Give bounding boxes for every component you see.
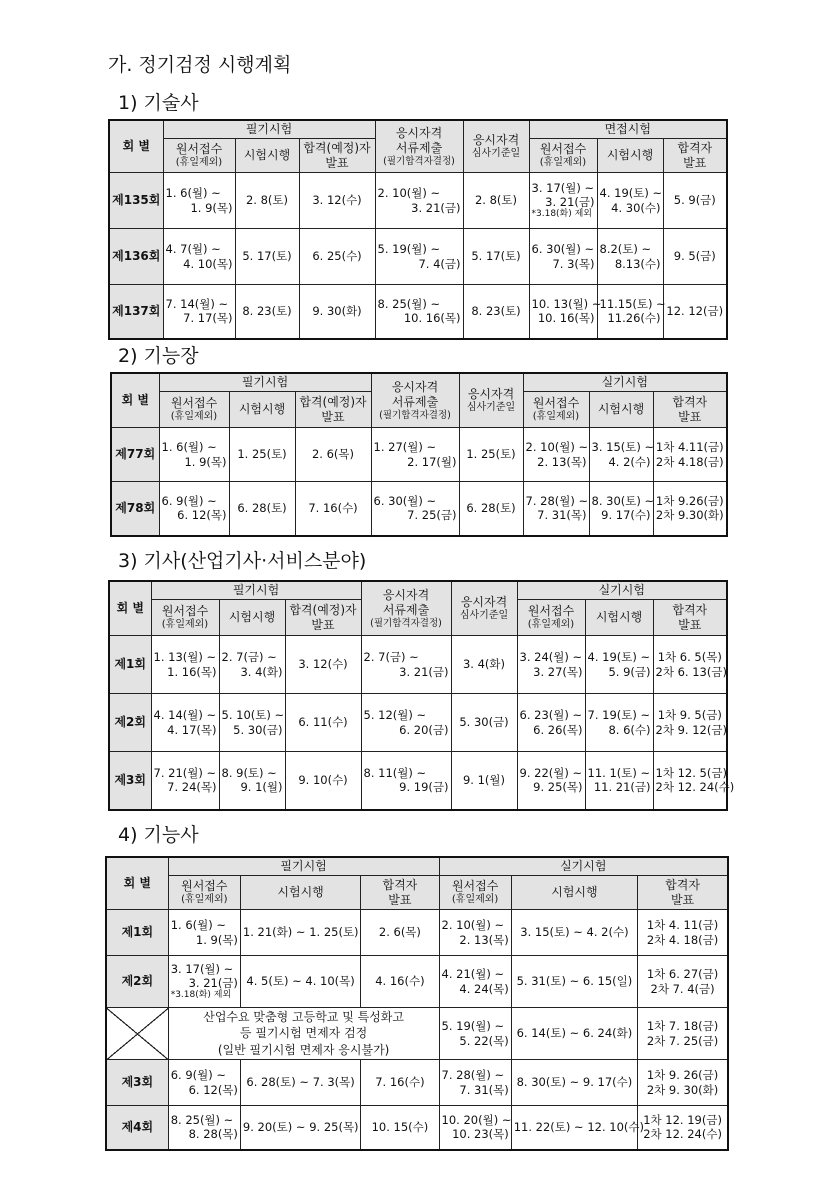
round-cell: 제3회 bbox=[106, 1060, 168, 1106]
header-exam: 시험시행 bbox=[235, 139, 299, 173]
header-app: 원서접수 (휴일제외) bbox=[159, 392, 229, 428]
std-date: 3. 4(화) bbox=[451, 636, 517, 694]
pass-date: 9. 30(화) bbox=[299, 285, 375, 339]
header-interview-exam: 시험시행 bbox=[597, 139, 663, 173]
practical-pass-dates: 1차 9. 5(금) 2차 9. 12(금) bbox=[653, 694, 727, 752]
header-pass-pre: 합격(예정)자 발표 bbox=[285, 600, 361, 636]
section-title-engineer-pe: 1) 기술사 bbox=[118, 92, 199, 114]
doc-period: 8. 25(월) ~ 10. 16(목) bbox=[375, 285, 463, 339]
practical-pass-dates: 1차 6. 27(금) 2차 7. 4(금) bbox=[638, 956, 728, 1008]
table-row bbox=[109, 173, 727, 229]
practical-exam-period: 8. 30(토) ~ 9. 17(수) bbox=[511, 1060, 637, 1106]
pass-date: 6. 11(수) bbox=[285, 694, 361, 752]
round-cell: 제3회 bbox=[109, 752, 151, 810]
header-practical: 실기시험 bbox=[517, 581, 727, 600]
practical-pass-dates: 1차 4. 11(금) 2차 4. 18(금) bbox=[638, 910, 728, 956]
header-qual-doc: 응시자격 서류제출 (필기합격자결정) bbox=[371, 373, 459, 428]
practical-pass-dates: 1차 12. 5(금) 2차 12. 24(수) bbox=[653, 752, 727, 810]
header-written: 필기시험 bbox=[163, 120, 375, 139]
practical-pass-dates: 1차 9. 26(금) 2차 9. 30(화) bbox=[638, 1060, 728, 1106]
header-practical-exam: 시험시행 bbox=[589, 392, 653, 428]
practical-app-period: 5. 19(월) ~ 5. 22(목) bbox=[439, 1008, 511, 1060]
round-cell: 제136회 bbox=[109, 229, 163, 285]
app-period: 1. 13(월) ~ 1. 16(목) bbox=[151, 636, 219, 694]
app-period: 7. 14(월) ~ 7. 17(목) bbox=[163, 285, 235, 339]
practical-exam-period: 4. 19(토) ~ 5. 9(금) bbox=[585, 636, 653, 694]
header-app: 원서접수 (휴일제외) bbox=[151, 600, 219, 636]
practical-exam-period: 6. 14(토) ~ 6. 24(화) bbox=[511, 1008, 637, 1060]
exemption-note: 산업수요 맞춤형 고등학교 및 특성화고 등 필기시험 면제자 검정 (일반 필기시험 면제자 응시불가) bbox=[168, 1008, 439, 1060]
pass-date: 4. 16(수) bbox=[361, 956, 439, 1008]
header-written: 필기시험 bbox=[159, 373, 371, 392]
header-round: 회 별 bbox=[109, 581, 151, 636]
practical-exam-period: 3. 15(토) ~ 4. 2(수) bbox=[511, 910, 637, 956]
header-practical-app: 원서접수 (휴일제외) bbox=[517, 600, 585, 636]
header-qual-std: 응시자격 심사기준일 bbox=[463, 120, 529, 173]
exam-period: 5. 10(토) ~ 5. 30(금) bbox=[219, 694, 285, 752]
doc-period: 6. 30(월) ~ 7. 25(금) bbox=[371, 482, 459, 536]
header-interview: 면접시험 bbox=[529, 120, 727, 139]
practical-pass-dates: 1차 7. 18(금) 2차 7. 25(금) bbox=[638, 1008, 728, 1060]
round-cell: 제78회 bbox=[111, 482, 159, 536]
table-row bbox=[111, 428, 727, 482]
std-date: 2. 8(토) bbox=[463, 173, 529, 229]
practical-pass-dates: 1차 12. 19(금) 2차 12. 24(수) bbox=[638, 1106, 728, 1150]
header-exam: 시험시행 bbox=[240, 876, 360, 910]
header-written: 필기시험 bbox=[151, 581, 361, 600]
exam-date: 6. 28(토) bbox=[229, 482, 295, 536]
std-date: 1. 25(토) bbox=[459, 428, 523, 482]
header-practical: 실기시험 bbox=[439, 857, 728, 876]
crossed-out-cell bbox=[106, 1008, 168, 1060]
table-row bbox=[106, 910, 728, 956]
practical-exam-period: 5. 31(토) ~ 6. 15(일) bbox=[511, 956, 637, 1008]
round-cell: 제1회 bbox=[106, 910, 168, 956]
exam-period: 2. 7(금) ~ 3. 4(화) bbox=[219, 636, 285, 694]
header-qual-std: 응시자격 심사기준일 bbox=[451, 581, 517, 636]
practical-pass-dates: 1차 6. 5(목) 2차 6. 13(금) bbox=[653, 636, 727, 694]
practical-app-period: 7. 28(월) ~ 7. 31(목) bbox=[439, 1060, 511, 1106]
app-period: 6. 9(월) ~ 6. 12(목) bbox=[168, 1060, 240, 1106]
schedule-table-master-craftsman bbox=[110, 372, 728, 537]
exam-period: 4. 5(토) ~ 4. 10(목) bbox=[240, 956, 360, 1008]
exam-date: 1. 25(토) bbox=[229, 428, 295, 482]
interview-pass-date: 9. 5(금) bbox=[663, 229, 727, 285]
round-cell: 제4회 bbox=[106, 1106, 168, 1150]
table-row bbox=[111, 482, 727, 536]
interview-app-period: 3. 17(월) ~ 3. 21(금) *3.18(화) 제외 bbox=[529, 173, 597, 229]
header-exam: 시험시행 bbox=[219, 600, 285, 636]
header-pass: 합격자 발표 bbox=[361, 876, 439, 910]
header-practical-app: 원서접수 (휴일제외) bbox=[439, 876, 511, 910]
header-app: 원서접수 (휴일제외) bbox=[168, 876, 240, 910]
exam-date: 8. 23(토) bbox=[235, 285, 299, 339]
app-period: 4. 7(월) ~ 4. 10(목) bbox=[163, 229, 235, 285]
doc-period: 2. 10(월) ~ 3. 21(금) bbox=[375, 173, 463, 229]
exam-period: 1. 21(화) ~ 1. 25(토) bbox=[240, 910, 360, 956]
app-period: 1. 6(월) ~ 1. 9(목) bbox=[168, 910, 240, 956]
doc-period: 8. 11(월) ~ 9. 19(금) bbox=[361, 752, 451, 810]
pass-date: 6. 25(수) bbox=[299, 229, 375, 285]
app-period: 7. 21(월) ~ 7. 24(목) bbox=[151, 752, 219, 810]
header-app: 원서접수 (휴일제외) bbox=[163, 139, 235, 173]
schedule-table-professional-engineer bbox=[108, 119, 728, 340]
schedule-table-engineer bbox=[108, 580, 735, 811]
practical-app-period: 9. 22(월) ~ 9. 25(목) bbox=[517, 752, 585, 810]
app-period: 8. 25(월) ~ 8. 28(목) bbox=[168, 1106, 240, 1150]
schedule-table-craftsman bbox=[105, 856, 729, 1151]
interview-app-period: 10. 13(월) ~ 10. 16(목) bbox=[529, 285, 597, 339]
header-practical-app: 원서접수 (휴일제외) bbox=[523, 392, 589, 428]
table-row bbox=[106, 1060, 728, 1106]
pass-date: 2. 6(목) bbox=[361, 910, 439, 956]
doc-period: 2. 7(금) ~ 3. 21(금) bbox=[361, 636, 451, 694]
header-qual-doc: 응시자격 서류제출 (필기합격자결정) bbox=[361, 581, 451, 636]
section-title-craftsman: 4) 기능사 bbox=[118, 824, 199, 846]
header-pass-pre: 합격(예정)자 발표 bbox=[295, 392, 371, 428]
interview-pass-date: 12. 12(금) bbox=[663, 285, 727, 339]
interview-app-period: 6. 30(월) ~ 7. 3(목) bbox=[529, 229, 597, 285]
header-qual-doc: 응시자격 서류제출 (필기합격자결정) bbox=[375, 120, 463, 173]
round-cell: 제77회 bbox=[111, 428, 159, 482]
practical-app-period: 3. 24(월) ~ 3. 27(목) bbox=[517, 636, 585, 694]
round-cell: 제2회 bbox=[109, 694, 151, 752]
std-date: 9. 1(월) bbox=[451, 752, 517, 810]
table-row bbox=[109, 636, 727, 694]
table-row bbox=[109, 229, 727, 285]
practical-exam-period: 11. 1(토) ~ 11. 21(금) bbox=[585, 752, 653, 810]
practical-exam-period: 8. 30(토) ~ 9. 17(수) bbox=[589, 482, 653, 536]
header-interview-app: 원서접수 (휴일제외) bbox=[529, 139, 597, 173]
page-heading: 가. 정기검정 시행계획 bbox=[108, 54, 292, 76]
practical-exam-period: 3. 15(토) ~ 4. 2(수) bbox=[589, 428, 653, 482]
interview-exam-period: 4. 19(토) ~ 4. 30(수) bbox=[597, 173, 663, 229]
interview-exam-period: 11.15(토) ~ 11.26(수) bbox=[597, 285, 663, 339]
round-cell: 제1회 bbox=[109, 636, 151, 694]
header-round: 회 별 bbox=[109, 120, 163, 173]
pass-date: 7. 16(수) bbox=[361, 1060, 439, 1106]
header-written: 필기시험 bbox=[168, 857, 439, 876]
header-practical: 실기시험 bbox=[523, 373, 727, 392]
app-period: 1. 6(월) ~ 1. 9(목) bbox=[159, 428, 229, 482]
round-cell: 제2회 bbox=[106, 956, 168, 1008]
app-period: 6. 9(월) ~ 6. 12(목) bbox=[159, 482, 229, 536]
header-interview-pass: 합격자 발표 bbox=[663, 139, 727, 173]
doc-period: 1. 27(월) ~ 2. 17(월) bbox=[371, 428, 459, 482]
pass-date: 9. 10(수) bbox=[285, 752, 361, 810]
practical-app-period: 2. 10(월) ~ 2. 13(목) bbox=[523, 428, 589, 482]
doc-period: 5. 19(월) ~ 7. 4(금) bbox=[375, 229, 463, 285]
round-cell: 제137회 bbox=[109, 285, 163, 339]
exam-period: 8. 9(토) ~ 9. 1(월) bbox=[219, 752, 285, 810]
interview-pass-date: 5. 9(금) bbox=[663, 173, 727, 229]
header-qual-std: 응시자격 심사기준일 bbox=[459, 373, 523, 428]
exam-period: 9. 20(토) ~ 9. 25(목) bbox=[240, 1106, 360, 1150]
table-row bbox=[106, 956, 728, 1008]
practical-app-period: 10. 20(월) ~ 10. 23(목) bbox=[439, 1106, 511, 1150]
std-date: 5. 30(금) bbox=[451, 694, 517, 752]
practical-pass-dates: 1차 4.11(금) 2차 4.18(금) bbox=[653, 428, 727, 482]
app-period: 3. 17(월) ~ 3. 21(금) *3.18(화) 제외 bbox=[168, 956, 240, 1008]
app-period: 1. 6(월) ~ 1. 9(목) bbox=[163, 173, 235, 229]
header-practical-exam: 시험시행 bbox=[585, 600, 653, 636]
std-date: 5. 17(토) bbox=[463, 229, 529, 285]
pass-date: 7. 16(수) bbox=[295, 482, 371, 536]
pass-date: 3. 12(수) bbox=[285, 636, 361, 694]
doc-period: 5. 12(월) ~ 6. 20(금) bbox=[361, 694, 451, 752]
practical-exam-period: 11. 22(토) ~ 12. 10(수) bbox=[511, 1106, 637, 1150]
round-cell: 제135회 bbox=[109, 173, 163, 229]
interview-exam-period: 8.2(토) ~ 8.13(수) bbox=[597, 229, 663, 285]
header-round: 회 별 bbox=[111, 373, 159, 428]
pass-date: 10. 15(수) bbox=[361, 1106, 439, 1150]
header-practical-pass: 합격자 발표 bbox=[653, 600, 727, 636]
header-practical-exam: 시험시행 bbox=[511, 876, 637, 910]
std-date: 8. 23(토) bbox=[463, 285, 529, 339]
header-practical-pass: 합격자 발표 bbox=[653, 392, 727, 428]
exam-date: 5. 17(토) bbox=[235, 229, 299, 285]
header-round: 회 별 bbox=[106, 857, 168, 910]
practical-exam-period: 7. 19(토) ~ 8. 6(수) bbox=[585, 694, 653, 752]
table-row bbox=[109, 285, 727, 339]
table-row bbox=[106, 1106, 728, 1150]
practical-app-period: 7. 28(월) ~ 7. 31(목) bbox=[523, 482, 589, 536]
practical-app-period: 2. 10(월) ~ 2. 13(목) bbox=[439, 910, 511, 956]
practical-app-period: 4. 21(월) ~ 4. 24(목) bbox=[439, 956, 511, 1008]
std-date: 6. 28(토) bbox=[459, 482, 523, 536]
table-row bbox=[109, 694, 727, 752]
table-row bbox=[109, 752, 727, 810]
section-title-engineer: 3) 기사(산업기사·서비스분야) bbox=[118, 550, 367, 572]
exam-period: 6. 28(토) ~ 7. 3(목) bbox=[240, 1060, 360, 1106]
practical-pass-dates: 1차 9.26(금) 2차 9.30(화) bbox=[653, 482, 727, 536]
pass-date: 3. 12(수) bbox=[299, 173, 375, 229]
practical-app-period: 6. 23(월) ~ 6. 26(목) bbox=[517, 694, 585, 752]
header-pass-pre: 합격(예정)자 발표 bbox=[299, 139, 375, 173]
header-practical-pass: 합격자 발표 bbox=[638, 876, 728, 910]
app-period: 4. 14(월) ~ 4. 17(목) bbox=[151, 694, 219, 752]
exam-date: 2. 8(토) bbox=[235, 173, 299, 229]
table-row bbox=[106, 1008, 728, 1060]
header-exam: 시험시행 bbox=[229, 392, 295, 428]
pass-date: 2. 6(목) bbox=[295, 428, 371, 482]
section-title-master-craftsman: 2) 기능장 bbox=[118, 345, 199, 367]
